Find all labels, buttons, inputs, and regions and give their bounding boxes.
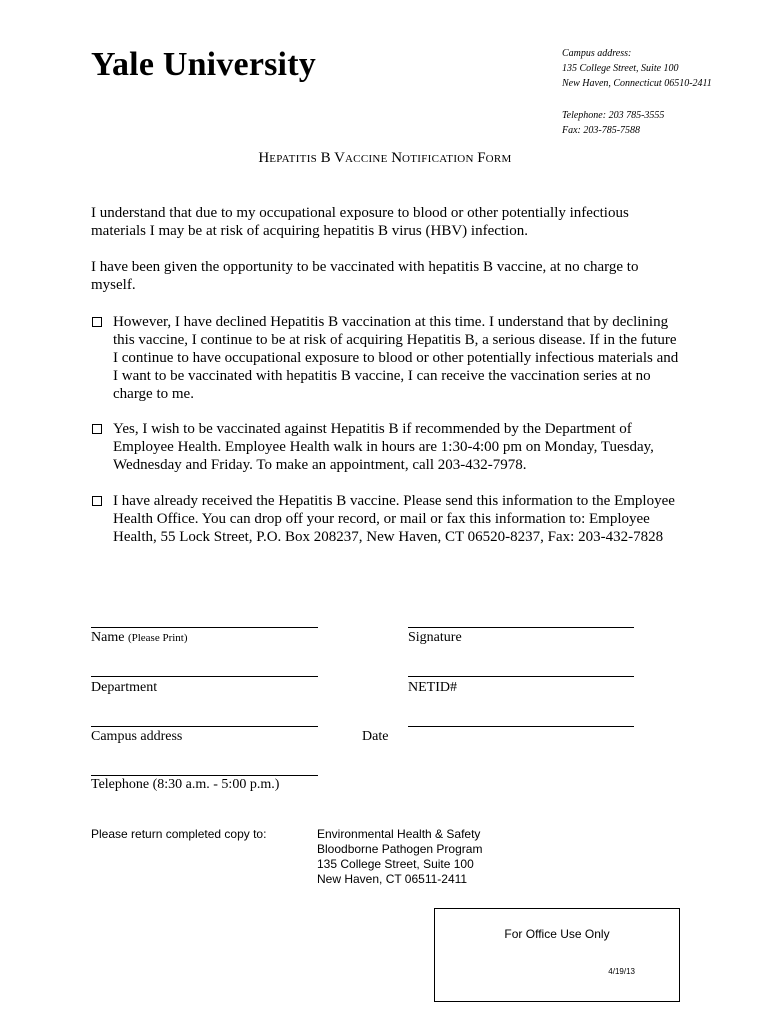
department-label: Department [91, 680, 158, 695]
campus-telephone: Telephone: 203 785-3555 [562, 110, 665, 121]
netid-line[interactable] [408, 676, 634, 677]
vaccinate-text: Yes, I wish to be vaccinated against Hepatitis B if recommended by the Department of Employee Health. Employee Health walk in hours are 1:30-4:00 pm on Monday, Tuesday, Wednesday and Friday. To make an appointment, call 203-432-7978. [113, 421, 654, 473]
campus-contact-block [562, 46, 712, 138]
date-line[interactable] [408, 726, 634, 727]
telephone-label: Telephone (8:30 a.m. - 5:00 p.m.) [91, 777, 280, 792]
signature-line[interactable] [408, 627, 634, 628]
campus-address-field-label: Campus address [91, 729, 183, 744]
office-use-box [434, 908, 680, 1002]
department-line[interactable] [91, 676, 318, 677]
signature-label: Signature [408, 630, 462, 645]
revision-date: 4/19/13 [608, 967, 635, 976]
campus-city: New Haven, Connecticut 06510-2411 [562, 78, 712, 89]
name-label: Name (Please Print) [91, 630, 188, 645]
return-line-3: 135 College Street, Suite 100 [317, 857, 474, 871]
decline-checkbox[interactable] [92, 317, 102, 327]
university-title: Yale University [91, 46, 316, 83]
already-received-checkbox[interactable] [92, 496, 102, 506]
return-line-4: New Haven, CT 06511-2411 [317, 872, 468, 886]
office-use-title: For Office Use Only [504, 927, 610, 941]
opportunity-statement: I have been given the opportunity to be vaccinated with hepatitis B vaccine, at no charge to myself. [91, 259, 639, 293]
netid-label: NETID# [408, 680, 457, 695]
campus-fax: Fax: 203-785-7588 [562, 125, 641, 136]
vaccinate-checkbox[interactable] [92, 424, 102, 434]
option-already-received [91, 492, 681, 546]
name-line[interactable] [91, 627, 318, 628]
return-line-2: Bloodborne Pathogen Program [317, 842, 483, 856]
campus-street: 135 College Street, Suite 100 [562, 63, 679, 74]
decline-text: However, I have declined Hepatitis B vaccination at this time. I understand that by declining this vaccine, I continue to be at risk of acquiring Hepatitis B, a serious disease. If in the future I continue to have occupational exposure to blood or other potentially infectious materials and I want to be vaccinated with hepatitis B vaccine, I can receive the vaccination series at no charge to me. [113, 314, 679, 402]
telephone-line[interactable] [91, 775, 318, 776]
date-label: Date [362, 729, 389, 744]
already-received-text: I have already received the Hepatitis B vaccine. Please send this information to the Employee Health Office. You can drop off your record, or mail or fax this information to: Employee Health, 55 Lock Street, P.O. Box 208237, New Haven, CT 06520-8237, Fax: 203-432-7828 [113, 493, 675, 545]
campus-address-label: Campus address: [562, 48, 632, 59]
option-vaccinate [91, 420, 681, 474]
return-address [317, 827, 482, 887]
campus-address-line[interactable] [91, 726, 318, 727]
return-label: Please return completed copy to: [91, 827, 267, 841]
option-decline [91, 313, 681, 403]
form-title: HEPATITIS B VACCINE NOTIFICATION FORM [258, 150, 512, 166]
return-line-1: Environmental Health & Safety [317, 827, 481, 841]
risk-statement: I understand that due to my occupational exposure to blood or other potentially infectious materials I may be at risk of acquiring hepatitis B virus (HBV) infection. [91, 205, 629, 239]
